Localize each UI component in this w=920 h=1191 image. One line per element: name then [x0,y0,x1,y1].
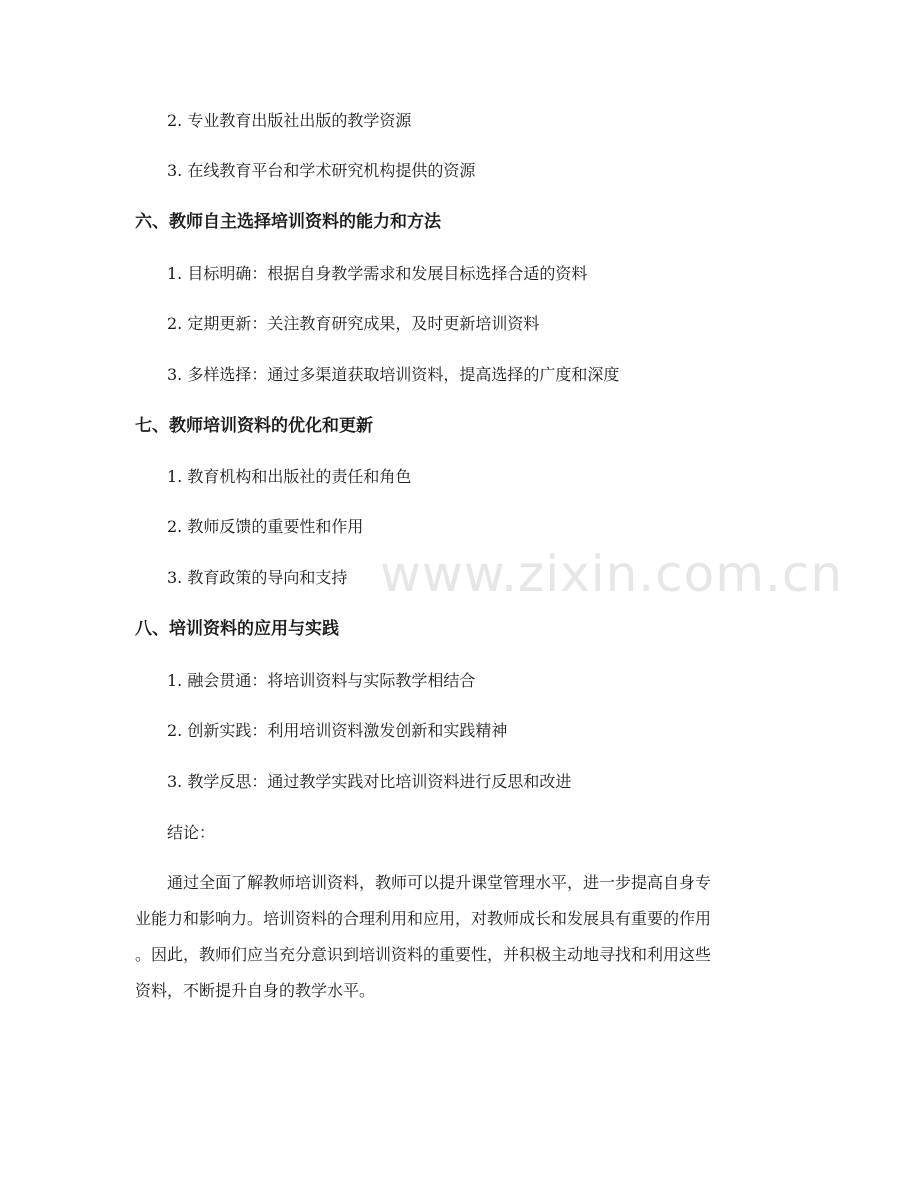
paragraph-line: 通过全面了解教师培训资料，教师可以提升课堂管理水平，进一步提高自身专 [167,873,712,892]
watermark: www.zixin.com.cn [380,545,844,603]
list-item: 2. 教师反馈的重要性和作用 [167,517,364,536]
conclusion-label: 结论： [167,823,216,842]
list-item: 3. 在线教育平台和学术研究机构提供的资源 [167,161,476,180]
section-heading-8: 八、培训资料的应用与实践 [135,619,339,639]
list-item: 1. 教育机构和出版社的责任和角色 [167,467,412,486]
section-heading-6: 六、教师自主选择培训资料的能力和方法 [135,212,441,232]
list-item: 3. 多样选择：通过多渠道获取培训资料，提高选择的广度和深度 [167,365,620,384]
list-item: 1. 融会贯通：将培训资料与实际教学相结合 [167,671,476,690]
list-item: 3. 教育政策的导向和支持 [167,568,348,587]
list-item: 2. 创新实践：利用培训资料激发创新和实践精神 [167,721,508,740]
list-item: 1. 目标明确：根据自身教学需求和发展目标选择合适的资料 [167,264,588,283]
list-item: 3. 教学反思：通过教学实践对比培训资料进行反思和改进 [167,772,572,791]
list-item: 2. 专业教育出版社出版的教学资源 [167,111,412,130]
list-item: 2. 定期更新：关注教育研究成果，及时更新培训资料 [167,314,540,333]
paragraph-line: 业能力和影响力。培训资料的合理利用和应用，对教师成长和发展具有重要的作用 [135,909,712,928]
paragraph-line: 资料，不断提升自身的教学水平。 [135,981,376,1000]
section-heading-7: 七、教师培训资料的优化和更新 [135,416,373,436]
paragraph-line: 。因此，教师们应当充分意识到培训资料的重要性，并积极主动地寻找和利用这些 [135,945,712,964]
